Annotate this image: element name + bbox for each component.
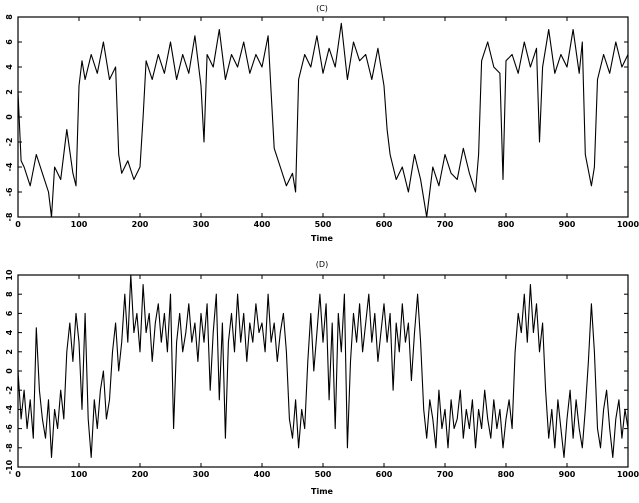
- x-tick-label: 100: [70, 470, 88, 479]
- x-tick-label: 0: [15, 470, 21, 479]
- x-tick-label: 1000: [616, 220, 639, 229]
- y-tick-label: -2: [5, 137, 14, 147]
- x-tick-label: 0: [15, 220, 21, 229]
- x-tick-label: 400: [253, 470, 271, 479]
- series-line: [18, 275, 628, 457]
- y-tick-label: -8: [5, 443, 14, 453]
- x-tick-label: 500: [314, 470, 332, 479]
- x-tick-label: 100: [70, 220, 88, 229]
- x-tick-label: 500: [314, 220, 332, 229]
- x-tick-label: 800: [497, 220, 515, 229]
- y-tick-label: 8: [5, 14, 14, 20]
- panel-d: [5, 260, 639, 496]
- x-tick-label: 200: [131, 470, 149, 479]
- x-tick-label: 300: [192, 470, 210, 479]
- y-tick-label: 2: [5, 89, 14, 95]
- x-tick-label: 700: [436, 470, 454, 479]
- y-tick-label: -8: [5, 212, 14, 222]
- x-tick-label: 700: [436, 220, 454, 229]
- y-tick-label: -4: [5, 162, 14, 172]
- y-tick-label: -10: [5, 459, 14, 475]
- y-tick-label: 8: [5, 291, 14, 297]
- y-tick-label: -6: [5, 187, 14, 197]
- x-tick-label: 900: [558, 220, 576, 229]
- y-tick-label: 6: [5, 39, 14, 45]
- x-tick-label: 300: [192, 220, 210, 229]
- y-tick-label: 4: [5, 329, 14, 336]
- panel-title: (D): [315, 260, 329, 269]
- y-tick-label: 4: [5, 64, 14, 70]
- x-tick-label: 200: [131, 220, 149, 229]
- y-tick-label: 6: [5, 310, 14, 317]
- y-tick-label: -4: [5, 404, 14, 414]
- x-axis-label: Time: [311, 234, 333, 243]
- panel-c: [5, 4, 639, 243]
- x-tick-label: 600: [375, 470, 393, 479]
- x-tick-label: 800: [497, 470, 515, 479]
- x-tick-label: 900: [558, 470, 576, 479]
- y-tick-label: 2: [5, 349, 14, 355]
- x-tick-label: 600: [375, 220, 393, 229]
- x-axis-label: Time: [311, 487, 333, 496]
- y-tick-label: 0: [5, 368, 14, 374]
- x-tick-label: 400: [253, 220, 271, 229]
- y-tick-label: -2: [5, 385, 14, 395]
- panel-title: (C): [316, 4, 328, 13]
- y-tick-label: 0: [5, 114, 14, 120]
- y-tick-label: 10: [5, 269, 14, 281]
- series-line: [18, 23, 628, 217]
- plot-frame: [18, 17, 628, 217]
- y-tick-label: -6: [5, 424, 14, 434]
- x-tick-label: 1000: [616, 470, 639, 479]
